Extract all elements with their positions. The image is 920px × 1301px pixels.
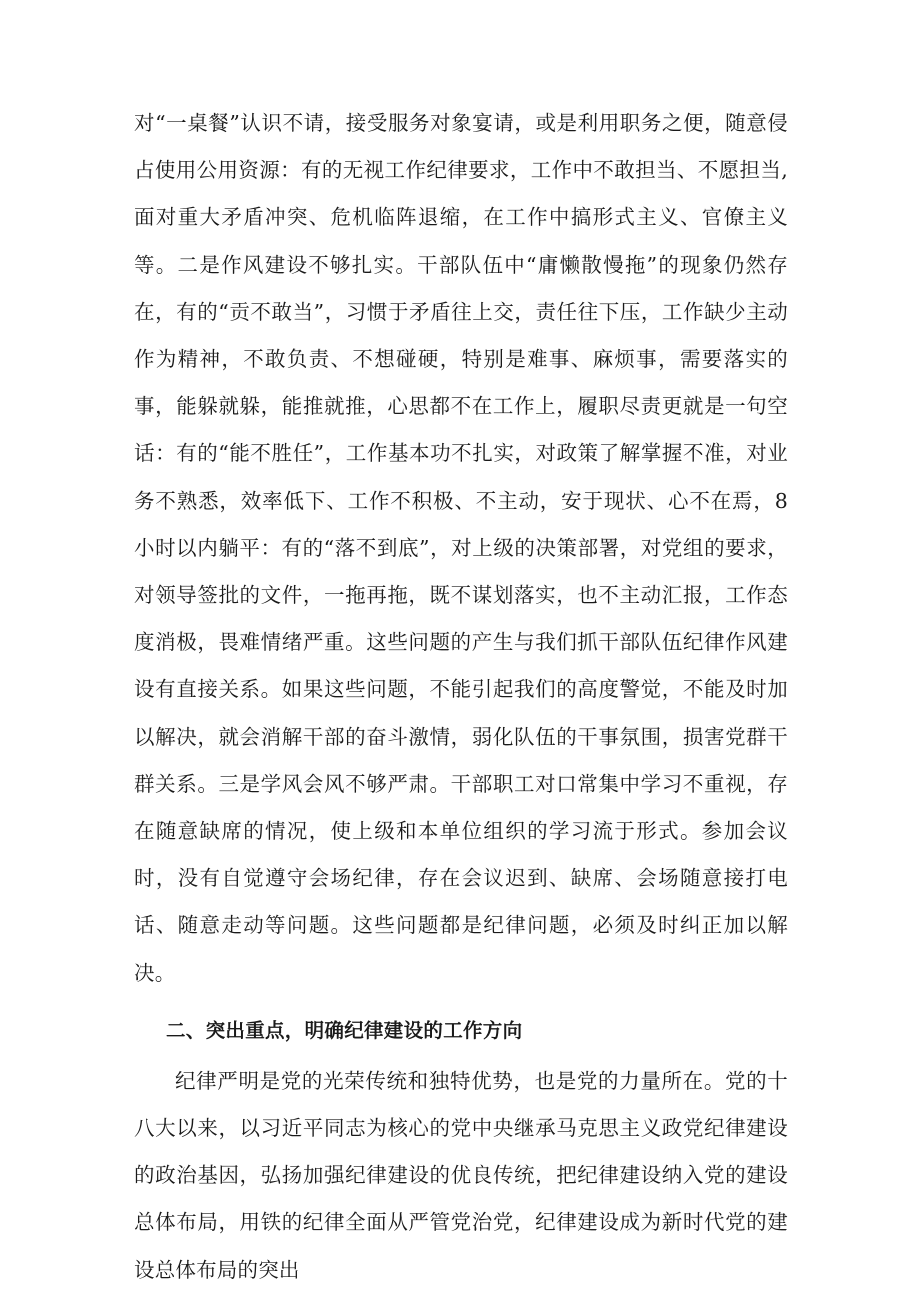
body-paragraph-continued: 对“一桌餐”认识不请，接受服务对象宴请，或是利用职务之便，随意侵占使用公用资源：有的无视工作纪律要求，工作中不敢担当、不愿担当,面对重大矛盾冲突、危机临阵退缩，在工作中搞形式主义、官僚主义等。二是作风建设不够扎实。干部队伍中“庸懒散慢拖”的现象仍然存在，有的“贡不敢当”，习惯于矛盾往上交，责任往下压，工作缺少主动作为精神，不敢负责、不想碰硬，特别是难事、麻烦事，需要落实的事，能躲就躲，能推就推，心思都不在工作上，履职尽责更就是一句空话：有的“能不胜任”，工作基本功不扎实，对政策了解掌握不准，对业务不熟悉，效率低下、工作不积极、不主动，安于现状、心不在焉，8小时以内躺平：有的“落不到底”，对上级的决策部署，对党组的要求，对领导签批的文件，一拖再拖，既不谋划落实，也不主动汇报，工作态度消极，畏难情绪严重。这些问题的产生与我们抓干部队伍纪律作风建设有直接关系。如果这些问题，不能引起我们的高度警觉，不能及时加以解决，就会消解干部的奋斗激情，弱化队伍的干事氛围，损害党群干群关系。三是学风会风不够严肃。干部职工对口常集中学习不重视，存在随意缺席的情况，使上级和本单位组织的学习流于形式。参加会议时，没有自觉遵守会场纪律，存在会议迟到、缺席、会场随意接打电话、随意走动等问题。这些问题都是纪律问题，必须及时纠正加以解决。 xyxy=(134,111,788,985)
document-body xyxy=(134,100,788,1294)
section-heading: 二、突出重点，明确纪律建设的工作方向 xyxy=(166,1018,523,1042)
body-paragraph-section-intro: 纪律严明是党的光荣传统和独特优势，也是党的力量所在。党的十八大以来，以习近平同志为核心的党中央继承马克思主义政党纪律建设的政治基因，弘扬加强纪律建设的优良传统，把纪律建设纳入党的建设总体布局，用铁的纪律全面从严管党治党，纪律建设成为新时代党的建设总体布局的突出 xyxy=(134,1068,788,1282)
